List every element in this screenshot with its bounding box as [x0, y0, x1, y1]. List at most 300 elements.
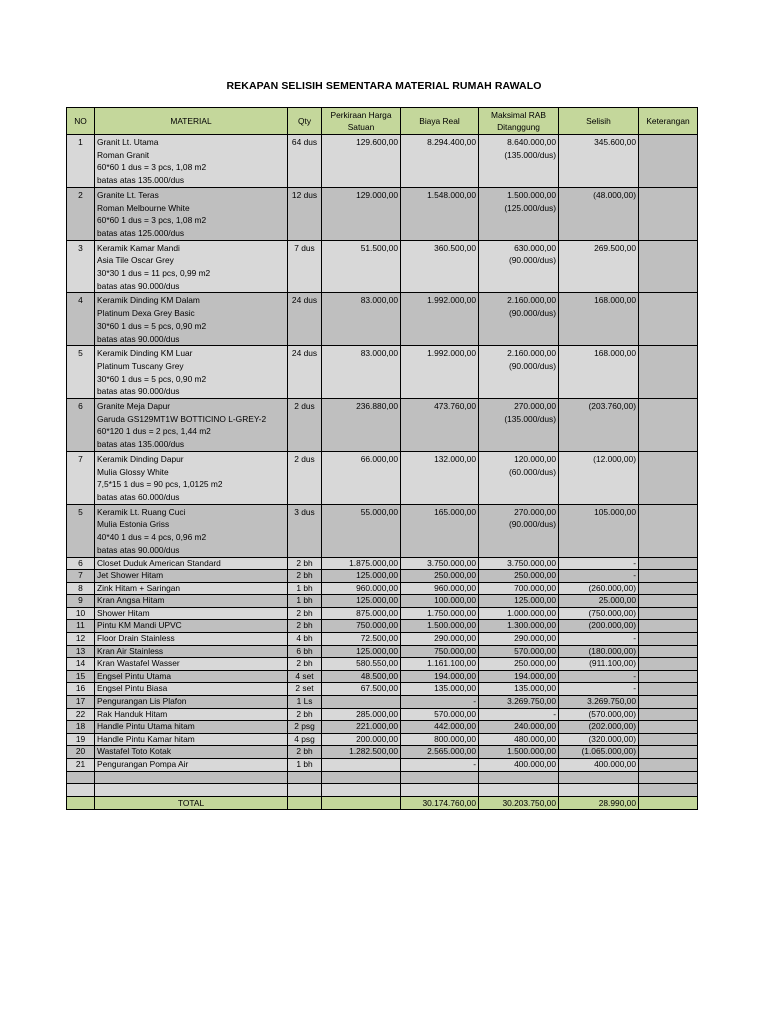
- row-no: 8: [67, 582, 95, 595]
- material-line: Mulia Estonia Griss: [97, 519, 170, 530]
- empty-cell: [559, 784, 639, 797]
- row-material: Handle Pintu Kamar hitam: [95, 733, 288, 746]
- row-keterangan: [639, 658, 698, 671]
- row-no: 16: [67, 683, 95, 696]
- row-no: 7: [67, 451, 95, 504]
- row-material: [95, 451, 288, 504]
- table-row: [67, 557, 698, 570]
- row-qty: 6 bh: [288, 645, 322, 658]
- total-cell-qty: [288, 796, 322, 809]
- row-biaya: 194.000,00: [401, 670, 479, 683]
- row-material: Kran Angsa Hitam: [95, 595, 288, 608]
- header-row: [67, 108, 698, 135]
- row-keterangan: [639, 670, 698, 683]
- row-selisih: (12.000,00): [559, 451, 639, 504]
- row-keterangan: [639, 633, 698, 646]
- row-rab: 1.300.000,00: [479, 620, 559, 633]
- row-qty: 24 dus: [288, 293, 322, 346]
- row-rab: 240.000,00: [479, 721, 559, 734]
- total-row: [67, 796, 698, 809]
- header-biaya: Biaya Real: [401, 108, 479, 135]
- row-keterangan: [639, 595, 698, 608]
- material-line: batas atas 90.000/dus: [97, 544, 180, 555]
- table-row: [67, 658, 698, 671]
- material-line: Granite Lt. Teras: [97, 189, 159, 200]
- row-keterangan: [639, 557, 698, 570]
- row-selisih: (260.000,00): [559, 582, 639, 595]
- row-qty: 2 bh: [288, 658, 322, 671]
- table-row: [67, 607, 698, 620]
- table-row: [67, 399, 698, 452]
- table-row: [67, 633, 698, 646]
- row-selisih: 168.000,00: [559, 293, 639, 346]
- row-selisih: (1.065.000,00): [559, 746, 639, 759]
- total-biaya: 30.174.760,00: [401, 796, 479, 809]
- row-harga: 55.000,00: [322, 504, 401, 557]
- row-material: [95, 504, 288, 557]
- row-material: Engsel Pintu Utama: [95, 670, 288, 683]
- total-cell-keterangan: [639, 796, 698, 809]
- row-no: 20: [67, 746, 95, 759]
- row-selisih: -: [559, 670, 639, 683]
- row-harga: 960.000,00: [322, 582, 401, 595]
- rab-note: (90.000/dus): [508, 255, 556, 266]
- row-material: Zink Hitam + Saringan: [95, 582, 288, 595]
- row-biaya: 135.000,00: [401, 683, 479, 696]
- row-keterangan: [639, 759, 698, 772]
- row-biaya: 132.000,00: [401, 451, 479, 504]
- row-material: [95, 135, 288, 188]
- row-no: 5: [67, 346, 95, 399]
- row-rab: [479, 346, 559, 399]
- row-biaya: 473.760,00: [401, 399, 479, 452]
- row-no: 17: [67, 696, 95, 709]
- rab-value: 120.000,00: [514, 453, 556, 464]
- row-qty: 24 dus: [288, 346, 322, 399]
- row-biaya: 1.548.000,00: [401, 187, 479, 240]
- rab-value: 270.000,00: [514, 506, 556, 517]
- rab-value: 270.000,00: [514, 401, 556, 412]
- table-row: [67, 670, 698, 683]
- material-line: batas atas 135.000/dus: [97, 439, 185, 450]
- row-harga: 48.500,00: [322, 670, 401, 683]
- document-title: REKAPAN SELISIH SEMENTARA MATERIAL RUMAH RAWALO: [226, 80, 542, 92]
- material-line: Platinum Dexa Grey Basic: [97, 308, 195, 319]
- rab-value: 2.160.000,00: [507, 348, 556, 359]
- rab-value: 8.640.000,00: [507, 137, 556, 147]
- row-keterangan: [639, 504, 698, 557]
- row-keterangan: [639, 240, 698, 293]
- total-label: TOTAL: [95, 796, 288, 809]
- row-biaya: 250.000,00: [401, 570, 479, 583]
- total-selisih: 28.990,00: [559, 796, 639, 809]
- row-harga: 129.000,00: [322, 187, 401, 240]
- row-selisih: 269.500,00: [559, 240, 639, 293]
- header-harga: Perkiraan Harga Satuan: [322, 108, 401, 135]
- empty-cell: [401, 771, 479, 784]
- row-biaya: 960.000,00: [401, 582, 479, 595]
- row-keterangan: [639, 570, 698, 583]
- material-line: 7,5*15 1 dus = 90 pcs, 1,0125 m2: [97, 479, 223, 490]
- row-harga: 83.000,00: [322, 293, 401, 346]
- table-row: [67, 346, 698, 399]
- row-keterangan: [639, 607, 698, 620]
- row-material: [95, 240, 288, 293]
- row-no: 2: [67, 187, 95, 240]
- row-qty: 7 dus: [288, 240, 322, 293]
- empty-cell: [559, 771, 639, 784]
- empty-cell: [479, 784, 559, 797]
- row-selisih: -: [559, 570, 639, 583]
- total-rab: 30.203.750,00: [479, 796, 559, 809]
- row-selisih: (180.000,00): [559, 645, 639, 658]
- row-biaya: 2.565.000,00: [401, 746, 479, 759]
- row-biaya: 165.000,00: [401, 504, 479, 557]
- table-row: [67, 620, 698, 633]
- header-selisih: Selisih: [559, 108, 639, 135]
- material-line: Garuda GS129MT1W BOTTICINO L-GREY-2: [97, 413, 267, 424]
- row-no: 12: [67, 633, 95, 646]
- row-selisih: 3.269.750,00: [559, 696, 639, 709]
- rab-value: 2.160.000,00: [507, 295, 556, 306]
- material-line: 60*60 1 dus = 3 pcs, 1,08 m2: [97, 215, 207, 226]
- row-no: 19: [67, 733, 95, 746]
- table-row: [67, 645, 698, 658]
- row-no: 18: [67, 721, 95, 734]
- table-body: [67, 135, 698, 797]
- row-qty: 1 Ls: [288, 696, 322, 709]
- row-harga: 83.000,00: [322, 346, 401, 399]
- row-biaya: -: [401, 696, 479, 709]
- row-harga: [322, 759, 401, 772]
- row-no: 13: [67, 645, 95, 658]
- row-keterangan: [639, 135, 698, 188]
- row-harga: 1.875.000,00: [322, 557, 401, 570]
- row-keterangan: [639, 187, 698, 240]
- empty-row: [67, 771, 698, 784]
- row-harga: [322, 696, 401, 709]
- material-line: Keramik Kamar Mandi: [97, 242, 180, 253]
- row-biaya: 1.500.000,00: [401, 620, 479, 633]
- row-qty: 2 bh: [288, 620, 322, 633]
- material-line: batas atas 90.000/dus: [97, 280, 180, 291]
- row-no: 5: [67, 504, 95, 557]
- row-harga: 72.500,00: [322, 633, 401, 646]
- table-row: [67, 504, 698, 557]
- row-rab: 400.000,00: [479, 759, 559, 772]
- row-keterangan: [639, 620, 698, 633]
- material-line: 30*60 1 dus = 5 pcs, 0,90 m2: [97, 320, 207, 331]
- row-selisih: -: [559, 557, 639, 570]
- row-rab: 480.000,00: [479, 733, 559, 746]
- rab-note: (60.000/dus): [508, 466, 556, 477]
- material-line: Granite Meja Dapur: [97, 401, 171, 412]
- table-row: [67, 570, 698, 583]
- row-selisih: (203.760,00): [559, 399, 639, 452]
- row-material: [95, 399, 288, 452]
- row-harga: 580.550,00: [322, 658, 401, 671]
- table-row: [67, 683, 698, 696]
- row-keterangan: [639, 451, 698, 504]
- row-qty: 2 dus: [288, 451, 322, 504]
- row-keterangan: [639, 582, 698, 595]
- row-rab: 3.750.000,00: [479, 557, 559, 570]
- row-selisih: (750.000,00): [559, 607, 639, 620]
- row-keterangan: [639, 399, 698, 452]
- row-material: [95, 293, 288, 346]
- empty-row: [67, 784, 698, 797]
- material-line: 40*40 1 dus = 4 pcs, 0,96 m2: [97, 532, 207, 543]
- row-material: Engsel Pintu Biasa: [95, 683, 288, 696]
- row-biaya: 800.000,00: [401, 733, 479, 746]
- row-material: Kran Air Stainless: [95, 645, 288, 658]
- total-cell-harga: [322, 796, 401, 809]
- row-qty: 12 dus: [288, 187, 322, 240]
- row-keterangan: [639, 708, 698, 721]
- row-no: 4: [67, 293, 95, 346]
- table-row: [67, 135, 698, 188]
- row-no: 9: [67, 595, 95, 608]
- material-line: 60*120 1 dus = 2 pcs, 1,44 m2: [97, 426, 211, 437]
- row-selisih: 345.600,00: [559, 135, 639, 188]
- row-biaya: 3.750.000,00: [401, 557, 479, 570]
- empty-cell: [322, 784, 401, 797]
- row-rab: 250.000,00: [479, 570, 559, 583]
- row-material: Jet Shower Hitam: [95, 570, 288, 583]
- material-line: Roman Granit: [97, 149, 150, 160]
- total-cell-no: [67, 796, 95, 809]
- row-biaya: 1.992.000,00: [401, 293, 479, 346]
- material-line: batas atas 60.000/dus: [97, 491, 180, 502]
- row-biaya: 1.161.100,00: [401, 658, 479, 671]
- row-biaya: 750.000,00: [401, 645, 479, 658]
- row-biaya: -: [401, 759, 479, 772]
- empty-cell: [639, 771, 698, 784]
- row-rab: [479, 293, 559, 346]
- empty-cell: [479, 771, 559, 784]
- row-selisih: (570.000,00): [559, 708, 639, 721]
- row-rab: 135.000,00: [479, 683, 559, 696]
- rab-value: 630.000,00: [514, 242, 556, 253]
- material-line: Keramik Lt. Ruang Cuci: [97, 506, 186, 517]
- row-keterangan: [639, 293, 698, 346]
- row-keterangan: [639, 683, 698, 696]
- row-qty: 2 bh: [288, 746, 322, 759]
- row-biaya: 360.500,00: [401, 240, 479, 293]
- row-harga: 285.000,00: [322, 708, 401, 721]
- row-selisih: -: [559, 633, 639, 646]
- material-line: batas atas 90.000/dus: [97, 333, 180, 344]
- row-rab: 1.000.000,00: [479, 607, 559, 620]
- row-selisih: 105.000,00: [559, 504, 639, 557]
- material-line: Platinum Tuscany Grey: [97, 360, 184, 371]
- row-biaya: 290.000,00: [401, 633, 479, 646]
- row-qty: 4 psg: [288, 733, 322, 746]
- material-line: batas atas 90.000/dus: [97, 386, 180, 397]
- row-material: Shower Hitam: [95, 607, 288, 620]
- row-rab: 125.000,00: [479, 595, 559, 608]
- row-material: Pintu KM Mandi UPVC: [95, 620, 288, 633]
- table-row: [67, 746, 698, 759]
- row-harga: 125.000,00: [322, 595, 401, 608]
- material-line: 30*30 1 dus = 11 pcs, 0,99 m2: [97, 268, 211, 279]
- row-no: 7: [67, 570, 95, 583]
- rab-note: (135.000/dus): [504, 413, 556, 424]
- table-row: [67, 696, 698, 709]
- row-harga: 236.880,00: [322, 399, 401, 452]
- rab-note: (135.000/dus): [504, 149, 556, 160]
- empty-cell: [288, 784, 322, 797]
- row-biaya: 1.750.000,00: [401, 607, 479, 620]
- row-selisih: (911.100,00): [559, 658, 639, 671]
- material-line: 30*60 1 dus = 5 pcs, 0,90 m2: [97, 373, 207, 384]
- row-rab: 1.500.000,00: [479, 746, 559, 759]
- row-selisih: (200.000,00): [559, 620, 639, 633]
- row-keterangan: [639, 645, 698, 658]
- row-keterangan: [639, 346, 698, 399]
- row-qty: 4 bh: [288, 633, 322, 646]
- row-qty: 2 set: [288, 683, 322, 696]
- table-row: [67, 582, 698, 595]
- row-material: Handle Pintu Utama hitam: [95, 721, 288, 734]
- row-rab: 250.000,00: [479, 658, 559, 671]
- material-line: Keramik Dinding Dapur: [97, 453, 184, 464]
- row-harga: 67.500,00: [322, 683, 401, 696]
- material-line: Mulia Glossy White: [97, 466, 169, 477]
- row-rab: -: [479, 708, 559, 721]
- row-rab: 3.269.750,00: [479, 696, 559, 709]
- row-no: 6: [67, 557, 95, 570]
- table-row: [67, 451, 698, 504]
- material-line: batas atas 135.000/dus: [97, 175, 185, 186]
- rab-note: (90.000/dus): [508, 519, 556, 530]
- row-no: 14: [67, 658, 95, 671]
- row-qty: 2 bh: [288, 607, 322, 620]
- table-row: [67, 759, 698, 772]
- row-no: 3: [67, 240, 95, 293]
- row-material: Floor Drain Stainless: [95, 633, 288, 646]
- row-biaya: 100.000,00: [401, 595, 479, 608]
- row-selisih: (202.000,00): [559, 721, 639, 734]
- material-line: 60*60 1 dus = 3 pcs, 1,08 m2: [97, 162, 207, 173]
- rab-note: (125.000/dus): [504, 202, 556, 213]
- row-harga: 129.600,00: [322, 135, 401, 188]
- row-selisih: 168.000,00: [559, 346, 639, 399]
- table-row: [67, 240, 698, 293]
- row-material: Rak Handuk Hitam: [95, 708, 288, 721]
- row-rab: 700.000,00: [479, 582, 559, 595]
- empty-cell: [95, 784, 288, 797]
- row-material: [95, 187, 288, 240]
- row-no: 1: [67, 135, 95, 188]
- row-material: Closet Duduk American Standard: [95, 557, 288, 570]
- row-no: 10: [67, 607, 95, 620]
- material-line: Asia Tile Oscar Grey: [97, 255, 174, 266]
- row-selisih: 400.000,00: [559, 759, 639, 772]
- row-qty: 1 bh: [288, 582, 322, 595]
- row-material: Pengurangan Lis Plafon: [95, 696, 288, 709]
- row-rab: [479, 399, 559, 452]
- row-selisih: (320.000,00): [559, 733, 639, 746]
- header-qty: Qty: [288, 108, 322, 135]
- row-rab: 570.000,00: [479, 645, 559, 658]
- row-no: 21: [67, 759, 95, 772]
- row-biaya: 8.294.400,00: [401, 135, 479, 188]
- empty-cell: [401, 784, 479, 797]
- row-qty: 2 bh: [288, 570, 322, 583]
- row-no: 6: [67, 399, 95, 452]
- row-biaya: 442.000,00: [401, 721, 479, 734]
- row-material: Wastafel Toto Kotak: [95, 746, 288, 759]
- row-rab: [479, 504, 559, 557]
- row-qty: 2 dus: [288, 399, 322, 452]
- row-harga: 1.282.500,00: [322, 746, 401, 759]
- table-row: [67, 293, 698, 346]
- row-selisih: -: [559, 683, 639, 696]
- row-rab: [479, 240, 559, 293]
- row-qty: 1 bh: [288, 759, 322, 772]
- empty-cell: [288, 771, 322, 784]
- row-harga: 51.500,00: [322, 240, 401, 293]
- row-selisih: 25.000,00: [559, 595, 639, 608]
- row-no: 22: [67, 708, 95, 721]
- rab-note: (90.000/dus): [508, 360, 556, 371]
- row-harga: 125.000,00: [322, 570, 401, 583]
- row-harga: 200.000,00: [322, 733, 401, 746]
- material-line: Keramik Dinding KM Dalam: [97, 295, 200, 306]
- row-keterangan: [639, 733, 698, 746]
- row-qty: 2 psg: [288, 721, 322, 734]
- material-line: Roman Melbourne White: [97, 202, 190, 213]
- empty-cell: [322, 771, 401, 784]
- table-row: [67, 733, 698, 746]
- row-qty: 2 bh: [288, 557, 322, 570]
- rab-note: (90.000/dus): [508, 308, 556, 319]
- table-row: [67, 187, 698, 240]
- row-harga: 875.000,00: [322, 607, 401, 620]
- row-keterangan: [639, 696, 698, 709]
- header-rab: Maksimal RAB Ditanggung: [479, 108, 559, 135]
- row-rab: 194.000,00: [479, 670, 559, 683]
- row-rab: [479, 135, 559, 188]
- header-no: NO: [67, 108, 95, 135]
- rab-value: 1.500.000,00: [507, 189, 556, 200]
- row-rab: [479, 187, 559, 240]
- empty-cell: [95, 771, 288, 784]
- row-rab: 290.000,00: [479, 633, 559, 646]
- row-selisih: (48.000,00): [559, 187, 639, 240]
- rekap-table: [66, 107, 698, 810]
- row-harga: 750.000,00: [322, 620, 401, 633]
- row-no: 15: [67, 670, 95, 683]
- row-harga: 66.000,00: [322, 451, 401, 504]
- empty-cell: [67, 784, 95, 797]
- row-qty: 3 dus: [288, 504, 322, 557]
- row-biaya: 1.992.000,00: [401, 346, 479, 399]
- row-keterangan: [639, 746, 698, 759]
- row-qty: 2 bh: [288, 708, 322, 721]
- header-keterangan: Keterangan: [639, 108, 698, 135]
- row-keterangan: [639, 721, 698, 734]
- material-line: batas atas 125.000/dus: [97, 227, 185, 238]
- row-qty: 1 bh: [288, 595, 322, 608]
- row-harga: 221.000,00: [322, 721, 401, 734]
- row-qty: 4 set: [288, 670, 322, 683]
- row-rab: [479, 451, 559, 504]
- material-line: Granit Lt. Utama: [97, 137, 159, 147]
- row-biaya: 570.000,00: [401, 708, 479, 721]
- row-material: Kran Wastafel Wasser: [95, 658, 288, 671]
